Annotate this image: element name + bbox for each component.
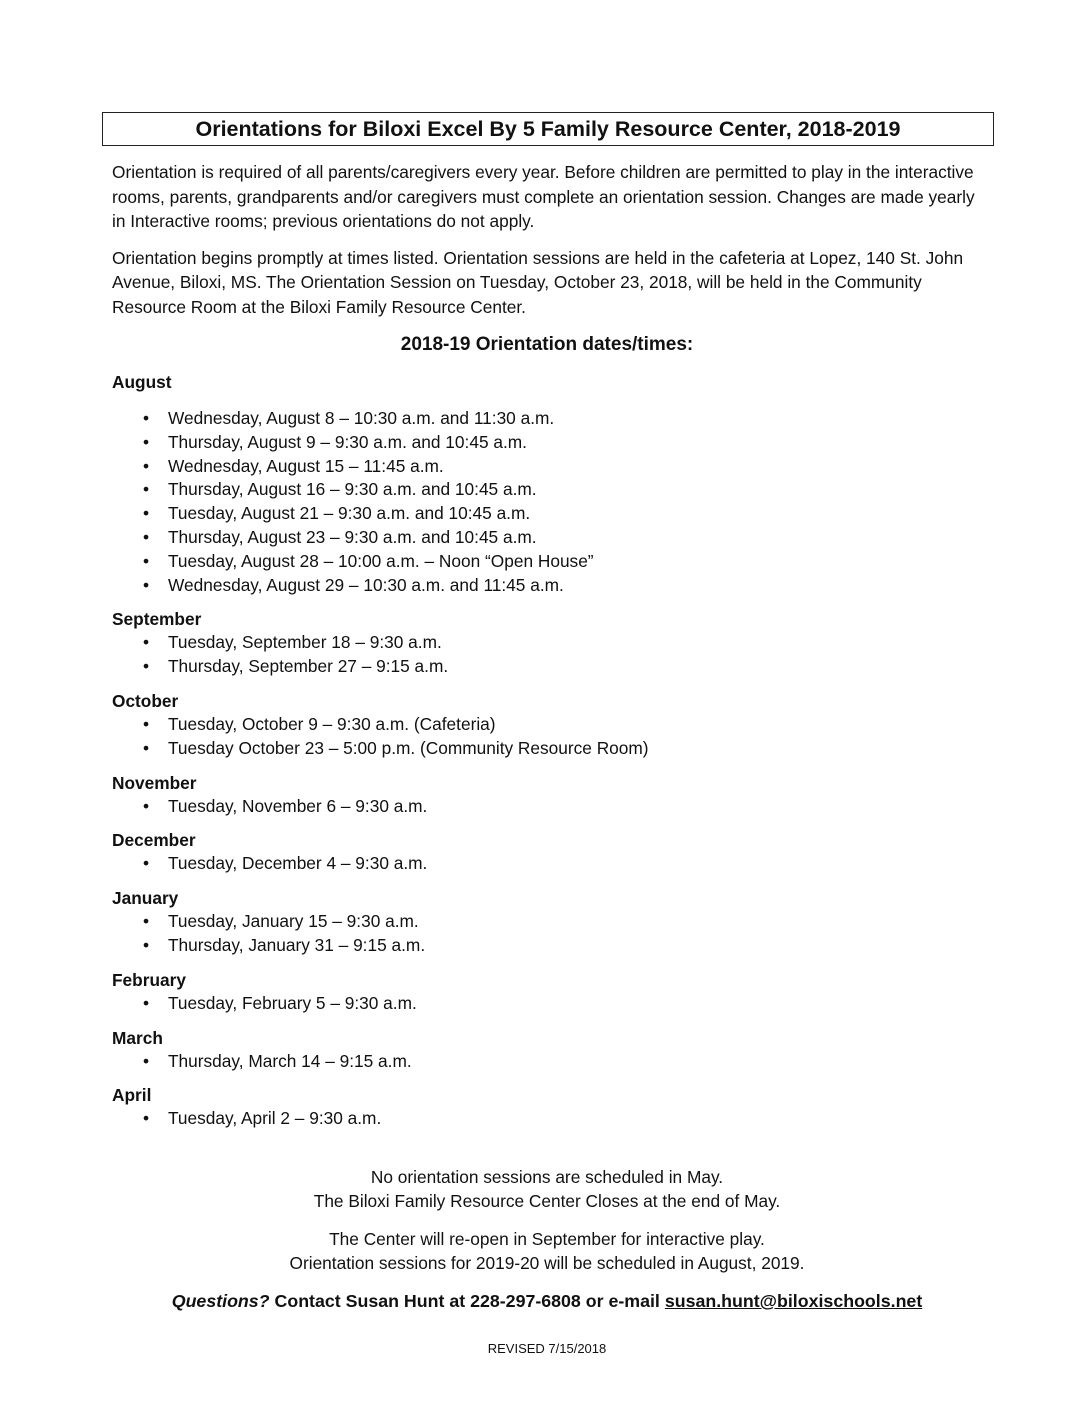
month-section-february bbox=[112, 968, 994, 1016]
month-heading: March bbox=[112, 1027, 163, 1048]
date-item: • Tuesday, October 9 – 9:30 a.m. (Cafeteria) bbox=[112, 713, 994, 737]
date-list bbox=[112, 910, 994, 958]
date-item: • Thursday, August 16 – 9:30 a.m. and 10:45 a.m. bbox=[112, 478, 994, 502]
date-item: • Thursday, August 9 – 9:30 a.m. and 10:45 a.m. bbox=[112, 431, 994, 455]
document-title: Orientations for Biloxi Excel By 5 Family Resource Center, 2018-2019 bbox=[195, 116, 901, 141]
month-section-august bbox=[112, 370, 994, 597]
date-item: • Tuesday October 23 – 5:00 p.m. (Community Resource Room) bbox=[112, 737, 994, 761]
month-heading: September bbox=[112, 609, 202, 630]
date-item: • Tuesday, November 6 – 9:30 a.m. bbox=[112, 795, 994, 819]
date-list bbox=[112, 1107, 994, 1131]
date-list bbox=[112, 713, 994, 761]
date-item: • Tuesday, September 18 – 9:30 a.m. bbox=[112, 631, 994, 655]
closing-note-line: The Biloxi Family Resource Center Closes at the end of May. bbox=[313, 1191, 781, 1212]
month-section-december bbox=[112, 828, 994, 876]
date-list bbox=[112, 795, 994, 819]
month-section-april bbox=[112, 1083, 994, 1131]
month-heading: April bbox=[112, 1085, 152, 1106]
date-item: • Tuesday, February 5 – 9:30 a.m. bbox=[112, 992, 994, 1016]
date-item: • Thursday, March 14 – 9:15 a.m. bbox=[112, 1050, 994, 1074]
date-list bbox=[112, 852, 994, 876]
closing-note-line: No orientation sessions are scheduled in May. bbox=[370, 1167, 724, 1188]
contact-email-link[interactable]: susan.hunt@biloxischools.net bbox=[664, 1291, 923, 1312]
contact-text: Contact Susan Hunt at 228-297-6808 or e-mail bbox=[269, 1291, 665, 1312]
month-section-january bbox=[112, 886, 994, 958]
date-item: • Thursday, January 31 – 9:15 a.m. bbox=[112, 934, 994, 958]
month-heading: January bbox=[112, 888, 179, 909]
date-item: • Wednesday, August 29 – 10:30 a.m. and 11:45 a.m. bbox=[112, 574, 994, 598]
date-item: • Tuesday, April 2 – 9:30 a.m. bbox=[112, 1107, 994, 1131]
date-list bbox=[112, 1050, 994, 1074]
month-section-november bbox=[112, 771, 994, 819]
intro-paragraph-1: Orientation is required of all parents/caregivers every year. Before children are permitted to play in the interactive rooms, parents, grandparents and/or caregivers must complete an orientation session. Changes are made yearly in Interactive rooms; previous orientations do not apply. bbox=[112, 162, 975, 231]
document-page bbox=[112, 112, 994, 1358]
date-list bbox=[112, 631, 994, 679]
month-section-september bbox=[112, 607, 994, 679]
date-item: • Tuesday, January 15 – 9:30 a.m. bbox=[112, 910, 994, 934]
month-heading: November bbox=[112, 772, 197, 793]
revised-date: REVISED 7/15/2018 bbox=[487, 1341, 607, 1357]
date-list bbox=[112, 992, 994, 1016]
date-list bbox=[112, 407, 994, 597]
intro-paragraph-2: Orientation begins promptly at times listed. Orientation sessions are held in the cafeteria at Lopez, 140 St. John Avenue, Biloxi, MS. The Orientation Session on Tuesday, October 23, 2018, will be held in the Community Resource Room at the Biloxi Family Resource Center. bbox=[112, 247, 964, 317]
month-heading: October bbox=[112, 690, 179, 711]
closing-notes bbox=[112, 1165, 982, 1275]
contact-line bbox=[112, 1289, 982, 1313]
date-item: • Wednesday, August 8 – 10:30 a.m. and 11:30 a.m. bbox=[112, 407, 994, 431]
date-item: • Wednesday, August 15 – 11:45 a.m. bbox=[112, 455, 994, 479]
date-item: • Tuesday, August 28 – 10:00 a.m. – Noon “Open House” bbox=[112, 550, 994, 574]
closing-note-line: Orientation sessions for 2019-20 will be scheduled in August, 2019. bbox=[289, 1253, 805, 1274]
closing-note-line: The Center will re-open in September for interactive play. bbox=[329, 1229, 765, 1250]
month-heading: August bbox=[112, 372, 172, 392]
month-heading: February bbox=[112, 969, 186, 990]
date-item: • Thursday, September 27 – 9:15 a.m. bbox=[112, 655, 994, 679]
month-heading: December bbox=[112, 830, 196, 851]
title-box bbox=[102, 112, 994, 146]
schedule-heading: 2018-19 Orientation dates/times: bbox=[400, 334, 694, 355]
date-item: • Tuesday, December 4 – 9:30 a.m. bbox=[112, 852, 994, 876]
month-section-october bbox=[112, 689, 994, 761]
contact-question: Questions? bbox=[171, 1291, 270, 1312]
date-item: • Thursday, August 23 – 9:30 a.m. and 10:45 a.m. bbox=[112, 526, 994, 550]
month-section-march bbox=[112, 1026, 994, 1074]
date-item: • Tuesday, August 21 – 9:30 a.m. and 10:45 a.m. bbox=[112, 502, 994, 526]
